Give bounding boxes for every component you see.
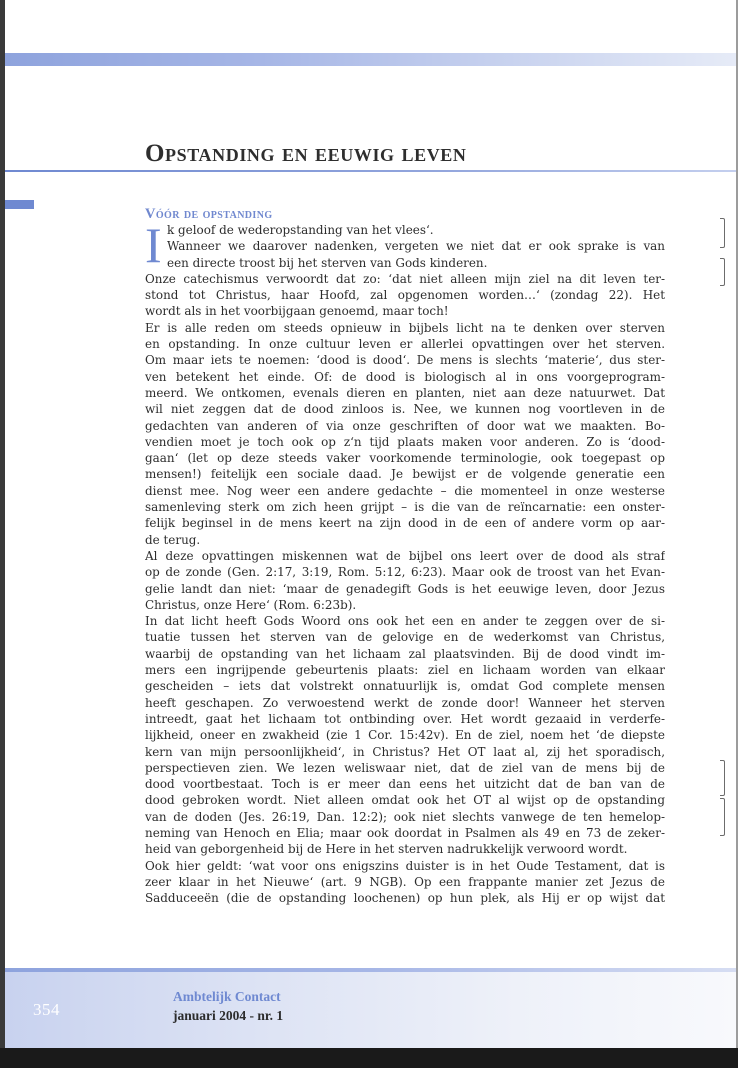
- body-line: een directe troost bij het sterven van Gods kinderen.: [167, 255, 488, 270]
- body-line: Om maar iets te noemen: ‘dood is dood‘. De mens is slechts ‘materie‘, dus ster-: [145, 353, 665, 368]
- body-line: neming van Henoch en Elia; maar ook doordat in Psalmen als 49 en 73 de zeker-: [145, 825, 665, 840]
- body-line: van de doden (Jes. 26:19, Dan. 12:2); ook niet slechts vanwege de ten hemelop-: [145, 809, 665, 824]
- publication-title: Ambtelijk Contact: [173, 989, 281, 1004]
- body-line: felijk beginsel in de mens keert na zijn dood in de een of andere vorm op aar-: [145, 516, 665, 531]
- body-line: en opstanding. In onze cultuur leven er allerlei opvattingen over het sterven.: [145, 337, 665, 352]
- dropcap-letter: I: [145, 217, 162, 273]
- body-line: intreedt, gaat het lichaam tot ontbinding over. Het wordt gezaaid in verderfe-: [145, 711, 665, 726]
- body-line: gescheiden – iets dat volstrekt onnatuurlijk is, omdat God complete mensen: [145, 679, 665, 694]
- binding-bracket: [720, 760, 725, 796]
- body-line: op de zonde (Gen. 2:17, 3:19, Rom. 5:12, 6:23). Maar ook de troost van het Evan-: [145, 565, 665, 580]
- body-line: mensen!) feitelijk een sociale daad. Je bewijst er de volgende generatie een: [145, 467, 665, 482]
- body-line: Wanneer we daarover nadenken, vergeten we niet dat er ook sprake is van: [167, 239, 665, 254]
- body-line: wordt als in het voorbijgaan genoemd, maar toch!: [145, 304, 449, 319]
- body-line: samenleving sterk om zich heen grijpt – is die van de reïncarnatie: een onster-: [145, 500, 665, 515]
- footer-band: [5, 968, 736, 1048]
- body-line: Ook hier geldt: ‘wat voor ons enigszins duister is in het Oude Testament, dat is: [145, 858, 665, 873]
- body-line: heid van geborgenheid bij de Here in het sterven nadrukkelijk verwoord wordt.: [145, 842, 628, 857]
- article-title: Opstanding en eeuwig leven: [145, 140, 467, 167]
- issue-label: januari 2004 - nr. 1: [173, 1008, 284, 1023]
- body-line: wil niet zeggen dat de dood zinloos is. Nee, we kunnen nog voortleven in de: [145, 402, 665, 417]
- body-line: heeft geschapen. Zo verwoestend werkt de zonde door! Wanneer het sterven: [145, 695, 665, 710]
- body-line: k geloof de wederopstanding van het vlees‘.: [167, 223, 434, 237]
- body-line: meerd. We ontkomen, evenals dieren en planten, niet aan deze natuurwet. Dat: [145, 385, 665, 400]
- body-line: Al deze opvattingen miskennen wat de bijbel ons leert over de dood als straf: [145, 548, 665, 563]
- body-line: In dat licht heeft Gods Woord ons ook het een en ander te zeggen over de si-: [145, 614, 665, 629]
- body-line: stond tot Christus, haar Hoofd, zal opgenomen worden…‘ (zondag 22). Het: [145, 288, 665, 303]
- body-line: Sadduceeën (die de opstanding loochenen) op hun plek, als Hij er op wijst dat: [145, 891, 665, 906]
- body-line: perspectieven zien. We lezen weliswaar niet, dat de ziel van de mens bij de: [145, 760, 665, 775]
- header-band: [5, 53, 736, 66]
- body-line: tuatie tussen het sterven van de gelovige en de wederkomst van Christus,: [145, 630, 665, 645]
- body-line: gedachten van anderen of via onze geschriften of door wat we maakten. Bo-: [145, 418, 665, 433]
- body-line: vendien moet je toch ook op z‘n tijd plaats maken voor anderen. Zo is ‘dood-: [145, 434, 665, 449]
- body-line: gaan‘ (let op deze steeds vaker voorkomende terminologie, ook toegepast op: [145, 451, 665, 466]
- body-line: dood gebroken wordt. Niet alleen omdat ook het OT al wijst op de opstanding: [145, 793, 665, 808]
- binding-bracket: [720, 218, 725, 248]
- body-line: ven betekent het einde. Of: de dood is biologisch al in ons voorgeprogram-: [145, 369, 665, 384]
- scan-bottom-edge: [0, 1048, 738, 1068]
- page-number: 354: [33, 1000, 60, 1019]
- body-line: kern van mijn persoonlijkheid‘, in Christus? Het OT laat al, zij het sporadisch,: [145, 744, 665, 759]
- title-rule: [5, 170, 736, 172]
- body-line: mers een ingrijpende gebeurtenis plaats: ziel en lichaam worden van elkaar: [145, 663, 665, 678]
- binding-bracket: [720, 798, 725, 836]
- body-line: lijkheid, oneer en zwakheid (zie 1 Cor. 15:42v). En de ziel, noem het ‘de diepste: [145, 728, 665, 743]
- article-body: [145, 217, 665, 906]
- body-line: dood voortbestaat. Toch is er meer dan eens het uitzicht dat de ban van de: [145, 777, 665, 792]
- body-line: de terug.: [145, 532, 201, 547]
- body-line: gelie landt dan niet: ‘maar de genadegift Gods is het eeuwige leven, door Jezus: [145, 581, 665, 596]
- body-line: Onze catechismus verwoordt dat zo: ‘dat niet alleen mijn ziel na dit leven ter-: [145, 271, 665, 286]
- section-heading: Vóór de opstanding: [145, 206, 273, 222]
- scan-left-edge: [0, 0, 5, 1068]
- body-line: zeer klaar in het Nieuwe‘ (art. 9 NGB). Op een frappante manier zet Jezus de: [145, 874, 665, 889]
- section-marker: [5, 200, 34, 209]
- body-line: dienst mee. Nog weer een andere gedachte – die momenteel in onze westerse: [145, 483, 665, 498]
- body-line: Er is alle reden om steeds opnieuw in bijbels licht na te denken over sterven: [145, 320, 665, 335]
- body-line: waarbij de opstanding van het lichaam zal plaatsvinden. Bij de dood vindt im-: [145, 646, 665, 661]
- footer-rule: [5, 968, 736, 972]
- body-line: Christus, onze Here‘ (Rom. 6:23b).: [145, 597, 357, 612]
- binding-bracket: [720, 258, 725, 286]
